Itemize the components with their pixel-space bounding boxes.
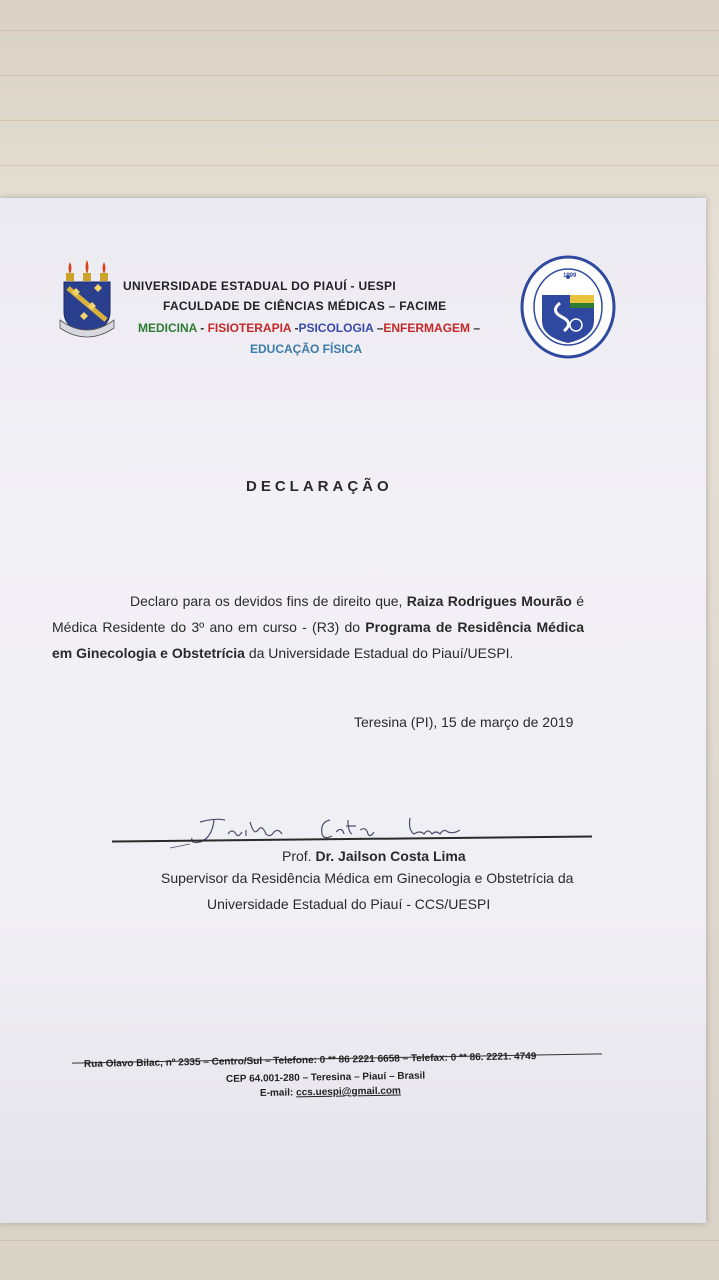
document-date: Teresina (PI), 15 de março de 2019	[354, 714, 574, 730]
footer-cep: CEP 64.001-280 – Teresina – Piauí – Brasil	[225, 1070, 426, 1085]
document-title: DECLARAÇÃO	[246, 478, 393, 495]
footer-email: E-mail: ccs.uespi@gmail.com	[259, 1085, 401, 1099]
uespi-crest-logo	[58, 258, 116, 344]
signatory: Prof. Dr. Jailson Costa Lima	[282, 848, 466, 864]
resident-name: Raiza Rodrigues Mourão	[406, 593, 572, 609]
course-psicologia: PSICOLOGIA	[298, 321, 374, 335]
signatory-role-line1: Supervisor da Residência Médica em Ginecologia e Obstetrícia da	[161, 870, 574, 886]
faculty-name: FACULDADE DE CIÊNCIAS MÉDICAS – FACIME	[163, 299, 447, 313]
course-educacao-fisica: EDUCAÇÃO FÍSICA	[250, 342, 363, 356]
footer-address: Rua Olavo Bilac, nº 2335 – Centro/Sul – Telefone: 0 ** 86 2221 6658 – Telefax: 0 ** 86. 2221. 4749	[83, 1051, 537, 1070]
signatory-role-line2: Universidade Estadual do Piauí - CCS/UESPI	[207, 896, 491, 912]
course-enfermagem: ENFERMAGEM	[383, 321, 471, 335]
university-name: UNIVERSIDADE ESTADUAL DO PIAUÍ - UESPI	[123, 279, 396, 293]
course-medicina: MEDICINA	[138, 321, 197, 335]
course-list: MEDICINA - FISIOTERAPIA -PSICOLOGIA –ENFERMAGEM –	[138, 321, 481, 335]
program-name: Programa de Residência Médica em Ginecologia e Obstetrícia	[52, 619, 584, 661]
declaration-paragraph: Declaro para os devidos fins de direito que, Raiza Rodrigues Mourão é Médica Residente do 3º ano em curso - (R3) do Programa de Residência Médica em Ginecologia e Obstetrícia da Universidade Estadual do Piauí/UESPI.	[52, 593, 584, 661]
footer-email-link[interactable]: ccs.uespi@gmail.com	[296, 1085, 401, 1099]
facime-seal-logo	[520, 255, 616, 359]
signatory-name: Dr. Jailson Costa Lima	[315, 848, 466, 864]
course-fisioterapia: FISIOTERAPIA	[207, 321, 292, 335]
seal-year: 1999	[563, 273, 577, 279]
